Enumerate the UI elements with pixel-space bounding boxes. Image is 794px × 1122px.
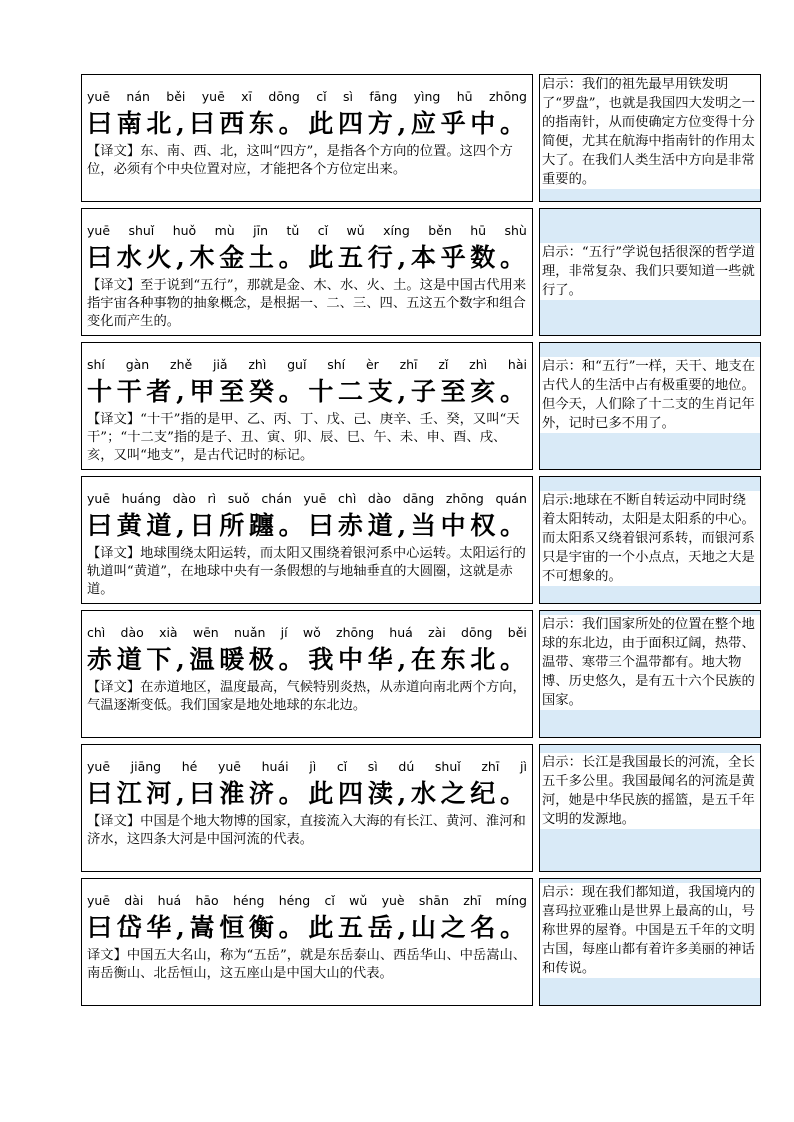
pinyin-syllable: zhōng [445, 491, 484, 506]
verse-row [81, 744, 761, 872]
pinyin-syllable: jì [309, 759, 317, 774]
pinyin-syllable: zhī [481, 759, 500, 774]
pinyin-syllable: zhī [399, 357, 418, 372]
insight-text: 启示：长江是我国最长的河流，全长五千多公里。我国最闻名的河流是黄河，她是中华民族的摇篮，是五千年文明的发源地。 [540, 753, 760, 829]
pinyin-syllable: chì [87, 625, 106, 640]
insight-text: 启示：和“五行”一样，天干、地支在古代人的生活中占有极重要的地位。但今天，人们除了十二支的生肖记年外，记时已多不用了。 [540, 357, 760, 433]
pinyin-syllable: zài [428, 625, 446, 640]
verse-row [81, 208, 761, 336]
pinyin-syllable: yuē [87, 89, 111, 104]
verse-cell [81, 878, 533, 1006]
pinyin-syllable: huá [157, 893, 182, 908]
pinyin-syllable: èr [365, 357, 379, 372]
pinyin-syllable: shí [327, 357, 346, 372]
pinyin-syllable: jiāng [130, 759, 162, 774]
insight-cell [539, 342, 761, 470]
pinyin-syllable: shí [87, 357, 105, 372]
pinyin-line [87, 891, 527, 911]
verse-cell [81, 610, 533, 738]
pinyin-syllable: dào [172, 491, 196, 506]
pinyin-syllable: sì [342, 89, 353, 104]
pinyin-syllable: dōng [268, 89, 300, 104]
pinyin-syllable: gàn [125, 357, 150, 372]
insight-text: 启示：现在我们都知道，我国境内的喜玛拉亚雅山是世界上最高的山，号称世界的屋脊。中国是五千年的文明古国，每座山都有着许多美丽的神话和传说。 [540, 883, 760, 978]
verse-text: 曰岱华,嵩恒衡。此五岳,山之名。 [87, 913, 527, 942]
verse-text: 赤道下,温暖极。我中华,在东北。 [87, 645, 527, 674]
verse-cell [81, 744, 533, 872]
pinyin-syllable: hāo [195, 893, 219, 908]
verse-row [81, 74, 761, 202]
pinyin-syllable: yìng [413, 89, 441, 104]
translation-text: 【译文】“十干”指的是甲、乙、丙、丁、戊、己、庚辛、壬、癸，又叫“天干”；“十二支”指的是子、丑、寅、卯、辰、巳、午、未、申、酉、戌、亥，又叫“地支”，是古代记时的标记。 [87, 412, 520, 463]
pinyin-syllable: wǔ [346, 223, 365, 238]
pinyin-syllable: jì [519, 759, 527, 774]
pinyin-syllable: zǐ [438, 357, 449, 372]
pinyin-syllable: wǔ [349, 893, 368, 908]
pinyin-syllable: nuǎn [233, 625, 266, 640]
pinyin-syllable: xià [159, 625, 178, 640]
insight-text: 启示:地球在不断自转运动中同时绕着太阳转动，太阳是太阳系的中心。而太阳系又绕着银河系转，而银河系只是宇宙的一个小点点，天地之大是不可想象的。 [540, 491, 760, 586]
insight-text: 启示：我们的祖先最早用铁发明了“罗盘”，也就是我国四大发明之一的指南针，从而使确定方位变得十分简便，尤其在航海中指南针的作用太大了。在我们人类生活中方向是非常重要的。 [540, 75, 760, 189]
pinyin-syllable: fāng [369, 89, 398, 104]
pinyin-syllable: yuē [201, 89, 225, 104]
pinyin-syllable: dú [398, 759, 415, 774]
pinyin-syllable: sì [367, 759, 378, 774]
pinyin-syllable: shān [418, 893, 449, 908]
pinyin-syllable: jīn [253, 223, 269, 238]
pinyin-syllable: hū [470, 223, 487, 238]
pinyin-syllable: zhì [469, 357, 488, 372]
pinyin-syllable: tǔ [286, 223, 300, 238]
pinyin-syllable: shù [504, 223, 527, 238]
verse-table [81, 74, 761, 1012]
pinyin-syllable: cǐ [317, 223, 329, 238]
insight-cell [539, 208, 761, 336]
pinyin-syllable: zhōng [488, 89, 527, 104]
insight-text: 启示：“五行”学说包括很深的哲学道理，非常复杂、我们只要知道一些就行了。 [540, 243, 760, 300]
insight-cell [539, 744, 761, 872]
pinyin-syllable: jí [280, 625, 288, 640]
pinyin-syllable: shuǐ [128, 223, 155, 238]
pinyin-syllable: yuē [87, 491, 111, 506]
pinyin-syllable: dāng [402, 491, 435, 506]
pinyin-syllable: zhì [248, 357, 267, 372]
verse-text: 曰黄道,日所躔。曰赤道,当中权。 [87, 511, 527, 540]
pinyin-line [87, 757, 527, 777]
pinyin-syllable: wēn [192, 625, 219, 640]
pinyin-syllable: zhě [170, 357, 193, 372]
pinyin-syllable: rì [207, 491, 217, 506]
insight-text: 启示：我们国家所处的位置在整个地球的东北边，由于面积辽阔，热带、温带、寒带三个温带都有。地大物博、历史悠久，是有五十六个民族的国家。 [540, 615, 760, 710]
insight-cell [539, 610, 761, 738]
pinyin-syllable: yuè [381, 893, 405, 908]
translation-text: 【译文】地球围绕太阳运转，而太阳又围绕着银河系中心运转。太阳运行的轨道叫“黄道”，在地球中央有一条假想的与地轴垂直的大圆圈，这就是赤道。 [87, 546, 526, 597]
pinyin-syllable: zhōng [336, 625, 375, 640]
pinyin-line [87, 355, 527, 375]
pinyin-syllable: dào [120, 625, 144, 640]
pinyin-syllable: shuǐ [434, 759, 461, 774]
pinyin-syllable: běi [166, 89, 186, 104]
pinyin-syllable: yuē [303, 491, 327, 506]
verse-text: 曰南北,曰西东。此四方,应乎中。 [87, 109, 527, 138]
pinyin-syllable: míng [495, 893, 527, 908]
pinyin-syllable: héng [232, 893, 265, 908]
pinyin-syllable: huá [389, 625, 413, 640]
verse-row [81, 476, 761, 604]
pinyin-syllable: zhī [463, 893, 482, 908]
pinyin-line [87, 489, 527, 509]
pinyin-syllable: dōng [461, 625, 493, 640]
pinyin-syllable: yuē [87, 759, 111, 774]
verse-cell [81, 476, 533, 604]
pinyin-syllable: xī [241, 89, 253, 104]
pinyin-syllable: cǐ [336, 759, 348, 774]
pinyin-line [87, 87, 527, 107]
pinyin-syllable: héng [278, 893, 311, 908]
translation-text: 【译文】东、南、西、北，这叫“四方”，是指各个方向的位置。这四个方位，必须有个中央位置对应，才能把各个方位定出来。 [87, 144, 513, 177]
pinyin-syllable: dào [367, 491, 392, 506]
pinyin-syllable: hū [456, 89, 473, 104]
pinyin-syllable: xíng [383, 223, 410, 238]
pinyin-syllable: hé [181, 759, 198, 774]
verse-cell [81, 208, 533, 336]
pinyin-syllable: jiǎ [212, 357, 228, 372]
pinyin-line [87, 623, 527, 643]
translation-text: 译文】中国五大名山，称为“五岳”，就是东岳泰山、西岳华山、中岳嵩山、南岳衡山、北岳恒山，这五座山是中国大山的代表。 [87, 948, 527, 981]
pinyin-syllable: cǐ [316, 89, 327, 104]
pinyin-syllable: yuē [87, 893, 111, 908]
insight-cell [539, 74, 761, 202]
pinyin-syllable: yuē [87, 223, 111, 238]
pinyin-syllable: huáng [121, 491, 161, 506]
pinyin-syllable: yuē [217, 759, 241, 774]
translation-text: 【译文】中国是个地大物博的国家，直接流入大海的有长江、黄河、淮河和济水，这四条大河是中国河流的代表。 [87, 814, 526, 847]
verse-text: 曰水火,木金土。此五行,本乎数。 [87, 243, 527, 272]
pinyin-syllable: quán [495, 491, 527, 506]
verse-cell [81, 342, 533, 470]
insight-cell [539, 476, 761, 604]
verse-text: 曰江河,曰淮济。此四渎,水之纪。 [87, 779, 527, 808]
pinyin-line [87, 221, 527, 241]
pinyin-syllable: nán [126, 89, 150, 104]
verse-row [81, 342, 761, 470]
verse-row [81, 878, 761, 1006]
pinyin-syllable: běi [507, 625, 527, 640]
pinyin-syllable: wǒ [302, 625, 321, 640]
translation-text: 【译文】在赤道地区，温度最高，气候特别炎热，从赤道向南北两个方向，气温逐渐变低。我们国家是地处地球的东北边。 [87, 680, 526, 713]
pinyin-syllable: hài [507, 357, 527, 372]
verse-text: 十干者,甲至癸。十二支,子至亥。 [87, 377, 527, 406]
pinyin-syllable: mù [214, 223, 235, 238]
pinyin-syllable: běn [428, 223, 452, 238]
translation-text: 【译文】至于说到“五行”，那就是金、木、水、火、土。这是中国古代用来指宇宙各种事物的抽象概念，是根据一、二、三、四、五这五个数字和组合变化而产生的。 [87, 278, 527, 329]
pinyin-syllable: suǒ [227, 491, 250, 506]
pinyin-syllable: dài [124, 893, 144, 908]
pinyin-syllable: guǐ [287, 357, 307, 372]
pinyin-syllable: cǐ [324, 893, 335, 908]
pinyin-syllable: huái [261, 759, 289, 774]
verse-cell [81, 74, 533, 202]
pinyin-syllable: chán [261, 491, 292, 506]
verse-row [81, 610, 761, 738]
insight-cell [539, 878, 761, 1006]
pinyin-syllable: chì [338, 491, 357, 506]
pinyin-syllable: huǒ [172, 223, 197, 238]
